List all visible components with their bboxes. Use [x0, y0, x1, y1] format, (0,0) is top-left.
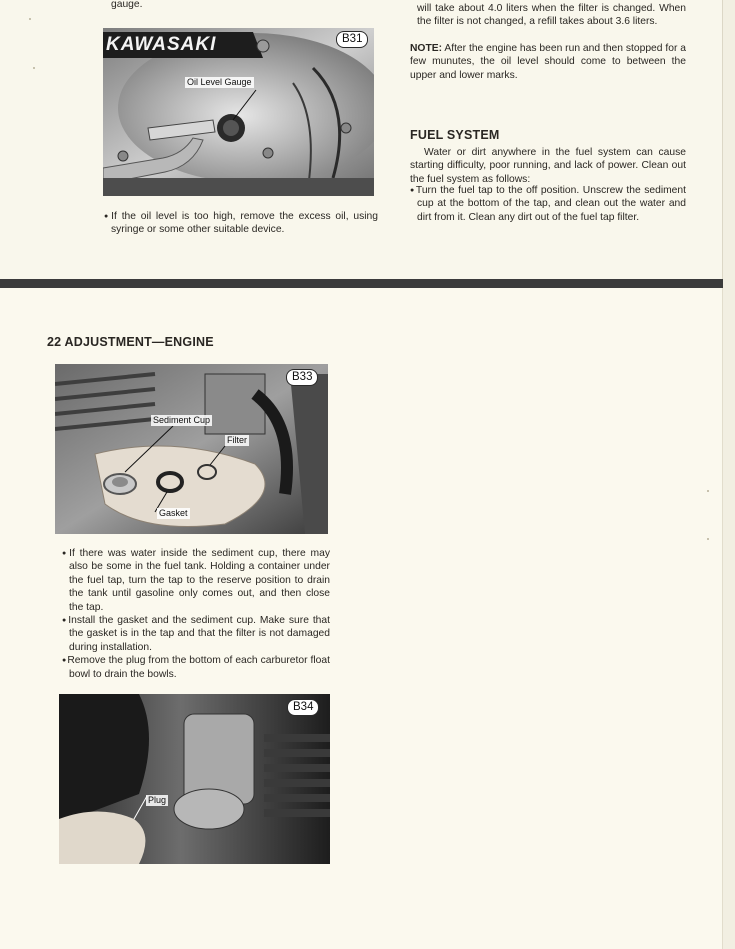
page-divider [0, 279, 735, 288]
speck [707, 490, 709, 492]
bullet-item: ● Install the gasket and the sediment cup. Make sure that the gasket is in the tap and that the filter is not damaged during installation. [62, 614, 330, 654]
plug-callout: Plug [148, 795, 167, 805]
sediment-cup-callout: Sediment Cup [153, 415, 211, 425]
oil-level-gauge-callout: Oil Level Gauge [187, 77, 252, 87]
filter-callout: Filter [227, 435, 247, 445]
note-paragraph [410, 42, 686, 82]
sediment-cup-photo [55, 364, 328, 534]
oil-level-bullet: ● If the oil level is too high, remove the excess oil, using syringe or some other suitable device. [104, 210, 378, 237]
carburetor-plug-photo [59, 694, 330, 864]
figure-tag-b31: B31 [336, 31, 368, 48]
gauge-fragment: gauge. [111, 0, 143, 10]
gasket-callout: Gasket [159, 508, 188, 518]
fuel-tap-bullet: ● Turn the fuel tap to the off position. Unscrew the sediment cup at the bottom of the tap, and clean out the water and dirt from it. Clean any dirt out of the fuel tap filter. [410, 184, 686, 224]
bullet-list [62, 547, 330, 681]
kawasaki-logo: KAWASAKI [106, 34, 217, 55]
figure-tag-b33: B33 [286, 369, 318, 386]
bullet-item: ● Remove the plug from the bottom of each carburetor float bowl to drain the bowls. [62, 654, 330, 681]
figure-tag-b34: B34 [287, 699, 319, 716]
speck [707, 538, 709, 540]
refill-paragraph: will take about 4.0 liters when the filter is changed. When the filter is not changed, a refill takes about 3.6 liters. [417, 3, 686, 28]
oil-gauge-photo [103, 28, 374, 196]
speck [29, 18, 31, 20]
note-label: NOTE: [410, 43, 443, 54]
fuel-system-heading: FUEL SYSTEM [410, 128, 500, 142]
bullet-item: ● If there was water inside the sediment cup, there may also be some in the fuel tank. Holding a container under the fuel tap, turn the tap to the reserve position to drain the tank until gasoline only comes out, and then close the tap. [62, 547, 330, 614]
speck [33, 67, 35, 69]
note-text: After the engine has been run and then stopped for a few munutes, the oil level should come to between the upper and lower marks. [410, 43, 686, 81]
page-edge [723, 0, 735, 949]
fuel-system-intro: Water or dirt anywhere in the fuel system can cause starting difficulty, poor running, and lack of power. Clean out the fuel system as follows: [410, 147, 686, 185]
page-header: 22 ADJUSTMENT—ENGINE [47, 335, 214, 349]
